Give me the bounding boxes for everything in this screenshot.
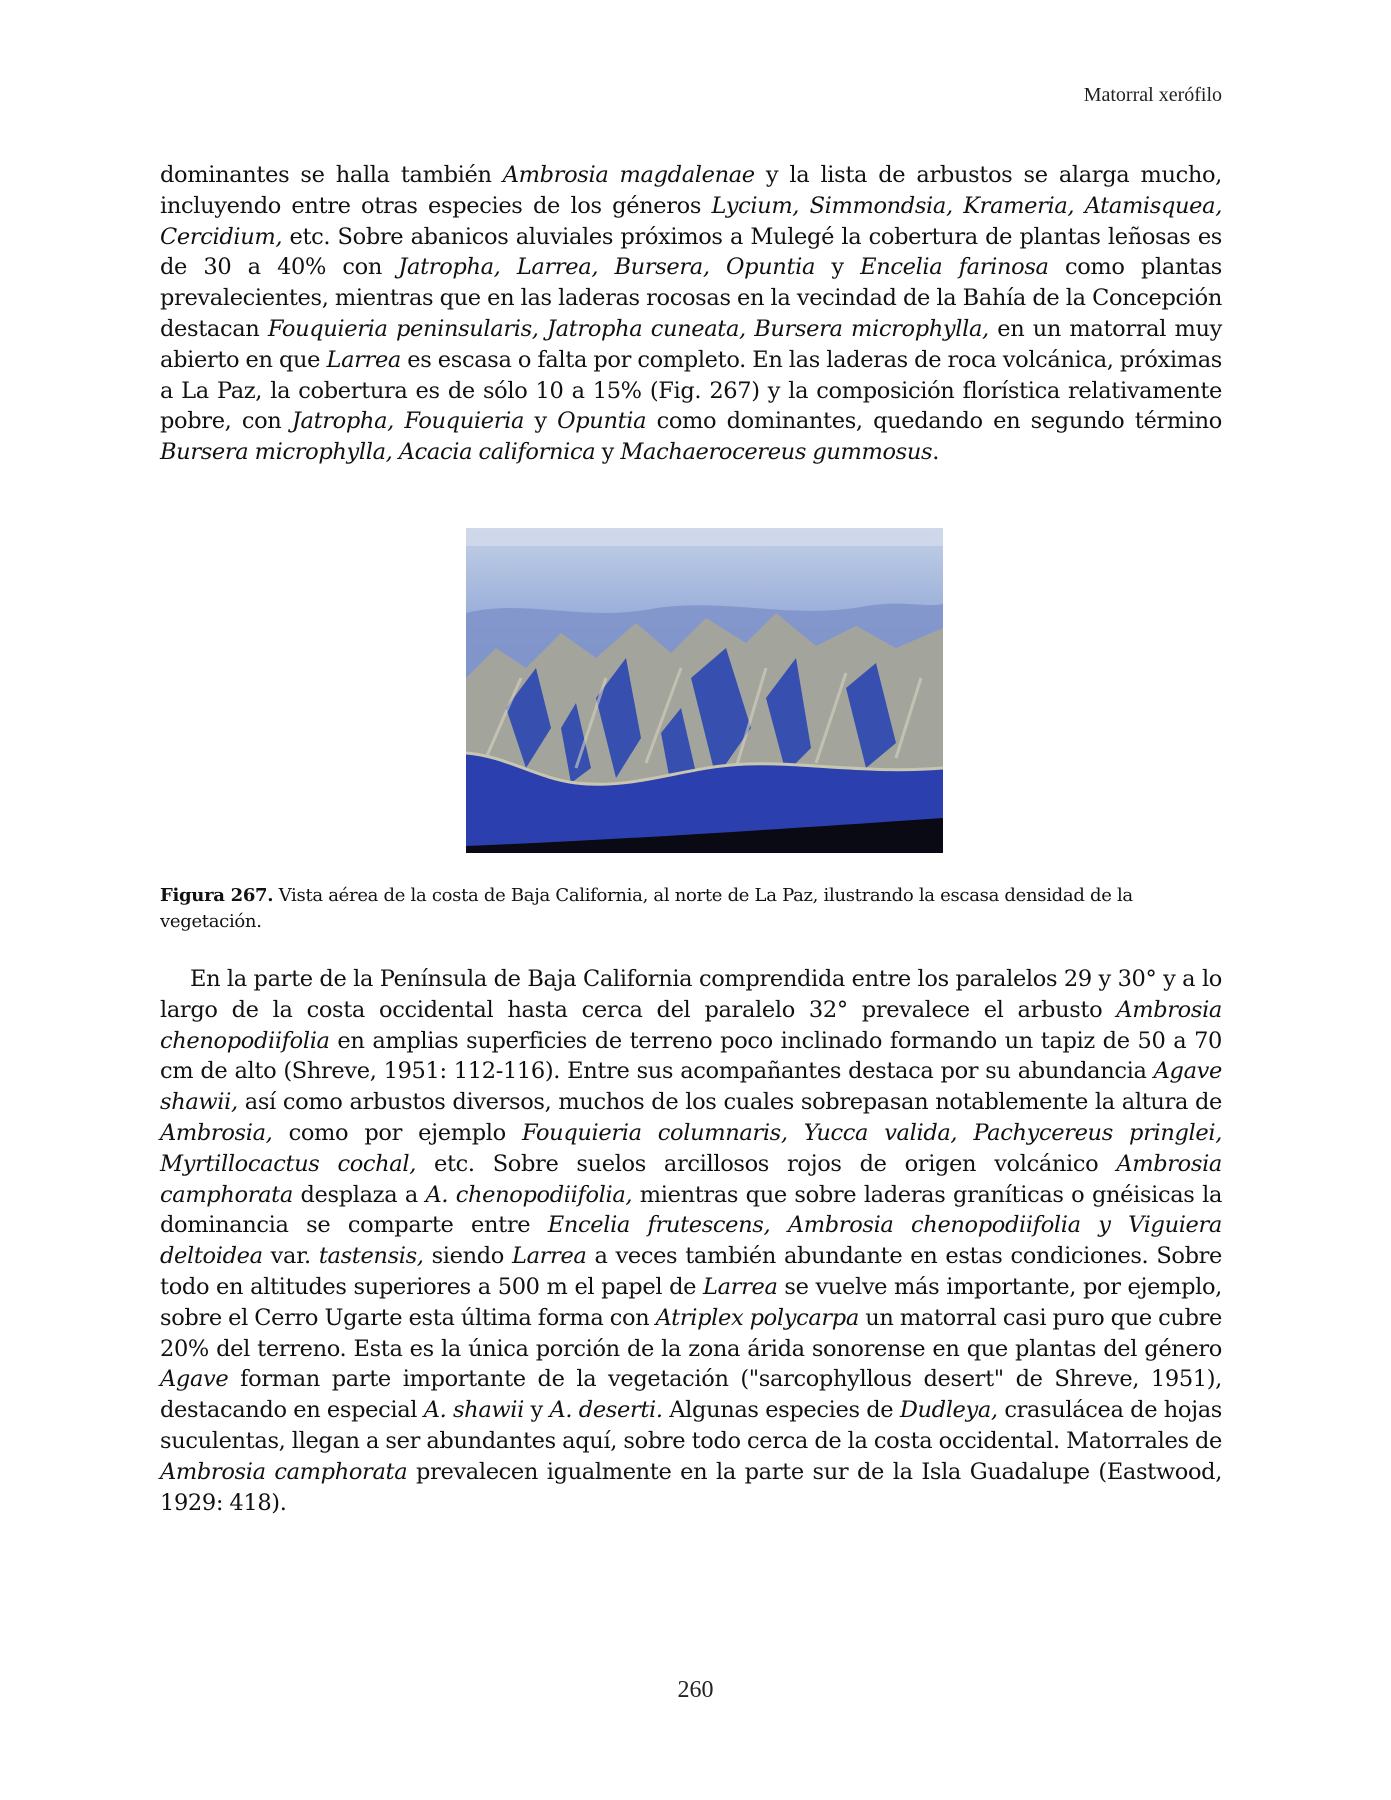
- text-run: desplaza a: [292, 1181, 426, 1208]
- text-run: un matorral casi puro que cubre 20% del terreno. Esta es la única porción de la zona árida sonorense en que plantas del género: [160, 1304, 1222, 1362]
- species-name: Ambrosia camphorata: [160, 1458, 408, 1485]
- species-name: Ambrosia magdalenae: [502, 162, 755, 188]
- species-name: A. deserti.: [549, 1397, 663, 1424]
- text-run: y: [815, 254, 861, 281]
- species-name: Bursera microphylla, Acacia californica: [160, 439, 596, 466]
- species-name: Encelia farinosa: [860, 254, 1049, 281]
- species-name: tastensis,: [318, 1243, 424, 1270]
- text-run: dominantes se halla también: [160, 162, 503, 188]
- figure-aerial-photo: [466, 528, 943, 853]
- species-name: Fouquieria columnaris, Yucca valida, Pachycereus pringlei, Myrtillocactus cochal,: [160, 1119, 1222, 1177]
- text-run: se vuelve más importante, por ejemplo, sobre el Cerro Ugarte esta última forma con: [160, 1273, 1222, 1331]
- species-name: Agave shawii,: [160, 1058, 1222, 1116]
- species-name: Ambrosia,: [160, 1119, 273, 1146]
- species-name: Atriplex polycarpa: [655, 1304, 859, 1331]
- text-run: es escasa o falta por completo. En las laderas de roca volcánica, próximas a La Paz, la cobertura es de sólo 10 a 15% (Fig. 267) y la composición florística relativamente pobre, con: [160, 346, 1222, 435]
- text-run: y: [524, 408, 558, 435]
- species-name: Opuntia: [557, 408, 647, 435]
- running-header: Matorral xerófilo: [1083, 84, 1222, 106]
- text-run: crasulácea de hojas suculentas, llegan a ser abundantes aquí, sobre todo cerca de la costa occidental. Matorrales de: [160, 1397, 1222, 1454]
- species-name: Jatropha, Larrea, Bursera, Opuntia: [398, 254, 816, 281]
- page-number: 260: [677, 1677, 714, 1703]
- text-run: .: [932, 439, 940, 466]
- text-run: y: [523, 1397, 550, 1424]
- text-run: así como arbustos diversos, muchos de los cuales sobrepasan notablemente la altura de: [237, 1089, 1222, 1116]
- species-name: A. chenopodiifolia,: [425, 1181, 633, 1208]
- text-run: mientras que sobre laderas graníticas o gnéisicas la dominancia se comparte entre: [160, 1181, 1223, 1239]
- text-run: siendo: [423, 1243, 512, 1270]
- species-name: Larrea: [703, 1273, 778, 1300]
- text-run: etc. Sobre suelos arcillosos rojos de origen volcánico: [416, 1150, 1117, 1177]
- aerial-coast-image: [466, 528, 943, 853]
- species-name: Agave: [160, 1366, 229, 1393]
- text-run: a veces también abundante en estas condiciones. Sobre todo en altitudes superiores a 500 m el papel de: [160, 1243, 1222, 1300]
- text-run: Algunas especies de: [662, 1397, 900, 1424]
- text-run: como por ejemplo: [272, 1119, 522, 1146]
- figure-label: Figura 267.: [160, 885, 274, 906]
- figure-caption-text: Vista aérea de la costa de Baja California, al norte de La Paz, ilustrando la escasa densidad de la vegetación.: [160, 885, 1133, 932]
- text-run: forman parte importante de la vegetación ("sarcophyllous desert" de Shreve, 1951), destacando en especial: [160, 1366, 1222, 1424]
- paragraph-1: [160, 160, 1222, 468]
- species-name: Machaerocereus gummosus: [620, 439, 933, 466]
- species-name: Fouquieria peninsularis, Jatropha cuneata, Bursera microphylla,: [267, 315, 989, 342]
- species-name: Dudleya,: [899, 1397, 998, 1424]
- species-name: Jatropha, Fouquieria: [291, 408, 525, 435]
- species-name: A. shawii: [423, 1397, 524, 1424]
- text-run: como plantas prevalecientes, mientras que en las laderas rocosas en la vecindad de la Bahía de la Concepción destacan: [160, 254, 1223, 342]
- text-run: en un matorral muy abierto en que: [160, 315, 1222, 373]
- text-run: En la parte de la Península de Baja California comprendida entre los paralelos 29 y 30° y a lo largo de la costa occidental hasta cerca del paralelo 32° prevalece el arbusto: [160, 966, 1222, 1023]
- figure-caption: [160, 883, 1222, 935]
- text-run: var.: [262, 1243, 319, 1270]
- species-name: Lycium, Simmondsia, Krameria, Atamisquea, Cercidium,: [160, 192, 1222, 250]
- species-name: Encelia frutescens, Ambrosia chenopodiifolia y Viguiera deltoidea: [160, 1212, 1222, 1270]
- text-run: en amplias superficies de terreno poco inclinado formando un tapiz de 50 a 70 cm de alto (Shreve, 1951: 112-116). Entre sus acompañantes destaca por su abundancia: [160, 1027, 1222, 1085]
- species-name: Ambrosia camphorata: [160, 1150, 1222, 1208]
- text-run: etc. Sobre abanicos aluviales próximos a Mulegé la cobertura de plantas leñosas es de 30 a 40% con: [160, 223, 1222, 281]
- paragraph-2: [160, 964, 1222, 1518]
- text-run: como dominantes, quedando en segundo término: [646, 408, 1222, 435]
- species-name: Larrea: [326, 346, 401, 373]
- species-name: Ambrosia chenopodiifolia: [160, 996, 1222, 1054]
- text-run: prevalecen igualmente en la parte sur de la Isla Guadalupe (Eastwood, 1929: 418).: [160, 1458, 1222, 1516]
- text-run: y la lista de arbustos se alarga mucho, incluyendo entre otras especies de los géneros: [160, 162, 1222, 219]
- text-run: y: [595, 439, 621, 466]
- species-name: Larrea: [511, 1243, 587, 1270]
